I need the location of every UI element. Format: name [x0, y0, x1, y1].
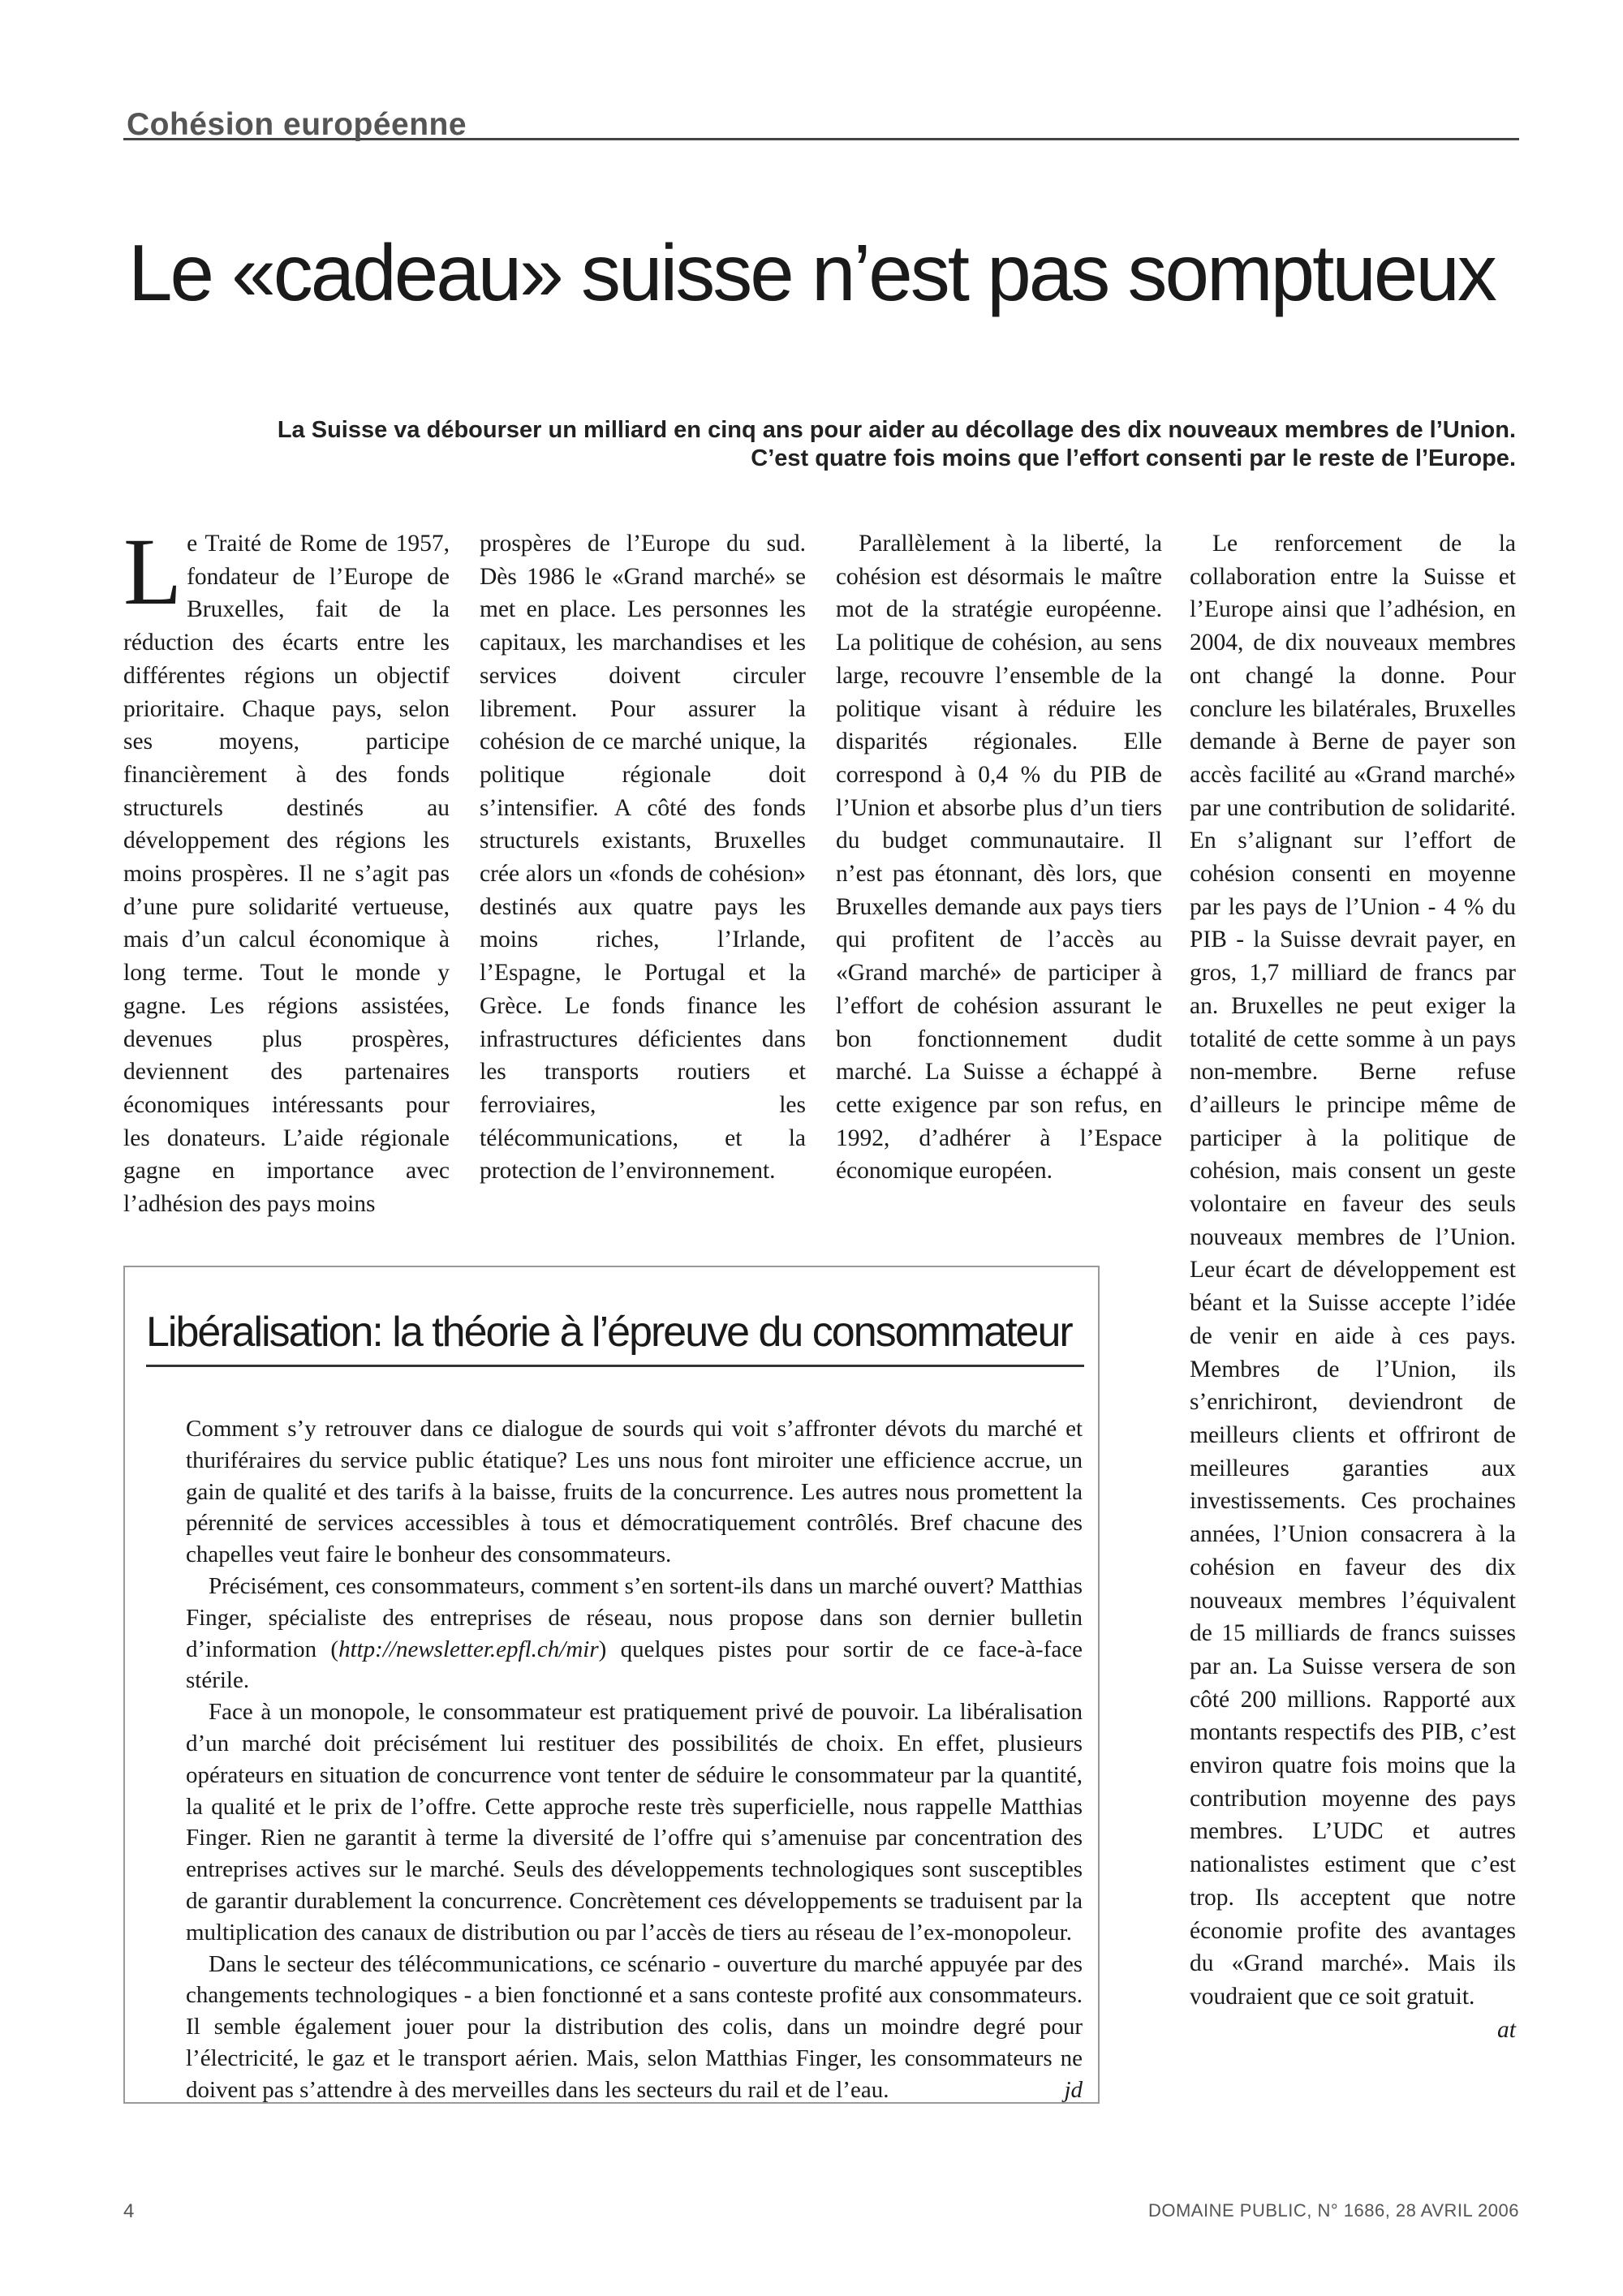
article-signature: at	[1497, 2016, 1516, 2043]
sidebar-signature: jd	[1064, 2076, 1083, 2103]
page-number: 4	[123, 2200, 135, 2222]
sidebar-paragraph-2	[186, 1571, 1083, 1696]
sidebar-paragraph-1: Comment s’y retrouver dans ce dialogue de sourds qui voit s’affronter dévots du marché et thuriféraires du service public étatique? Les uns nous font miroiter une efficience accrue, un gain de qualité et des tarifs à la baisse, fruits de la concurrence. Les autres nous promettent la pérennité de services accessibles à tous et démocratiquement contrôlés. Bref chacune des chapelles veut faire le bonheur des consommateurs.	[186, 1416, 1083, 1568]
sidebar-p2-end: ) quelques pistes pour sortir de ce face-à-face stérile.	[186, 1636, 1083, 1694]
sidebar-body	[186, 1413, 1083, 2106]
column-4-text: Le renforcement de la collaboration entre la Suisse et l’Europe ainsi que l’adhésion, en 2004, de dix nouveaux membres ont changé la donne. Pour conclure les bilatérales, Bruxelles demande à Berne de payer son accès facilité au «Grand marché» par une contribution de solidarité. En s’alignant sur l’effort de cohésion consenti en moyenne par les pays de l’Union - 4 % du PIB - la Suisse devrait payer, en gros, 1,7 milliard de francs par an. Bruxelles ne peut exiger la totalité de cette somme à un pays non-membre. Berne refuse d’ailleurs le principe même de participer à la politique de cohésion, mais consent un geste volontaire en faveur des seuls nouveaux membres de l’Union. Leur écart de développement est béant et la Suisse accepte l’idée de venir en aide à ces pays. Membres de l’Union, ils s’enrichiront, deviendront de meilleurs clients et offriront de meilleures garanties aux investissements. Ces prochaines années, l’Union consacrera à la cohésion en faveur des dix nouveaux membres l’équivalent de 15 milliards de francs suisses par an. La Suisse versera de son côté 200 millions. Rapporté aux montants respectifs des PIB, c’est environ quatre fois moins que la contribution moyenne des pays membres. L’UDC et autres nationalistes estiment que c’est trop. Ils acceptent que notre économie profite des avantages du «Grand marché». Mais ils voudraient que ce soit gratuit.	[1190, 531, 1516, 2010]
article-title: Le «cadeau» suisse n’est pas somptueux	[128, 228, 1495, 317]
column-1-text: e Traité de Rome de 1957, fondateur de l’Europe de Bruxelles, fait de la réduction des écarts entre les différentes régions un objectif prioritaire. Chaque pays, selon ses moyens, participe financièrement à des fonds structurels destinés au développement des régions les moins prospères. Il ne s’agit pas d’une pure solidarité vertueuse, mais d’un calcul économique à long terme. Tout le monde y gagne. Les régions assistées, devenues plus prospères, deviennent des partenaires économiques intéressants pour les donateurs. L’aide régionale gagne en importance avec l’adhésion des pays moins	[123, 531, 450, 1218]
section-header	[123, 104, 1519, 140]
section-label: Cohésion européenne	[127, 107, 467, 142]
newsletter-link[interactable]: http://newsletter.epfl.ch/mir	[338, 1636, 599, 1662]
article-column-4	[1190, 527, 1516, 2046]
article-lede: La Suisse va débourser un milliard en cinq ans pour aider au décollage des dix nouveaux membres de l’Union. C’est quatre fois moins que l’effort consenti par le reste de l’Europe.	[277, 417, 1516, 471]
sidebar-paragraph-3: Face à un monopole, le consommateur est pratiquement privé de pouvoir. La libéralisation d’un marché doit précisément lui restituer des possibilités de choix. En effet, plusieurs opérateurs en situation de concurrence vont tenter de séduire le consommateur par la quantité, la qualité et le prix de l’offre. Cette approche reste très superficielle, nous rappelle Matthias Finger. Rien ne garantit à terme la diversité de l’offre qui s’amenuise par concentration des entreprises actives sur le marché. Seuls des développements technologiques sont susceptibles de garantir durablement la concurrence. Concrètement ces développements se traduisent par la multiplication des canaux de distribution ou par l’accès de tiers au réseau de l’ex-monopoleur.	[186, 1699, 1083, 1946]
article-column-1	[123, 518, 450, 1221]
article-column-2: prospères de l’Europe du sud. Dès 1986 le «Grand marché» se met en place. Les personnes les capitaux, les marchandises et les services doivent circuler librement. Pour assurer la cohésion de ce marché unique, la politique régionale doit s’intensifier. A côté des fonds structurels existants, Bruxelles crée alors un «fonds de cohésion» destinés aux quatre pays les moins riches, l’Irlande, l’Espagne, le Portugal et la Grèce. Le fonds finance les infrastructures déficientes dans les transports routiers et ferroviaires, les télécommunications, et la protection de l’environnement.	[480, 531, 806, 1185]
article-column-3: Parallèlement à la liberté, la cohésion est désormais le maître mot de la stratégie européenne. La politique de cohésion, au sens large, recouvre l’ensemble de la politique visant à réduire les disparités régionales. Elle correspond à 0,4 % du PIB de l’Union et absorbe plus d’un tiers du budget communautaire. Il n’est pas étonnant, dès lors, que Bruxelles demande aux pays tiers qui profitent de l’accès au «Grand marché» de participer à l’effort de cohésion assurant le bon fonctionnement dudit marché. La Suisse a échappé à cette exigence par son refus, en 1992, d’adhérer à l’Espace économique européen.	[836, 531, 1162, 1185]
sidebar-title: Libéralisation: la théorie à l’épreuve du consommateur	[146, 1308, 1084, 1367]
sidebar-p2-start: Précisément, ces consommateurs, comment s’en sortent-ils dans un marché ouvert? Matthias Finger, spécialiste des entreprises de réseau, nous propose dans son dernier bulletin d’information (	[186, 1572, 1083, 1662]
drop-cap: L	[123, 518, 183, 625]
publication-info: DOMAINE PUBLIC, N° 1686, 28 AVRIL 2006	[1147, 2200, 1519, 2221]
sidebar-box	[123, 1266, 1100, 2104]
sidebar-p4-text: Dans le secteur des télécommunications, ce scénario - ouverture du marché appuyée par des changements technologiques - a bien fonctionné et a sans conteste profité aux consommateurs. Il semble également jouer pour la distribution des colis, dans un moindre degré pour l’électricité, le gaz et le transport aérien. Mais, selon Matthias Finger, les consommateurs ne doivent pas s’attendre à des merveilles dans les secteurs du rail et de l’eau.	[186, 1950, 1083, 2103]
sidebar-paragraph-4	[186, 1949, 1083, 2106]
